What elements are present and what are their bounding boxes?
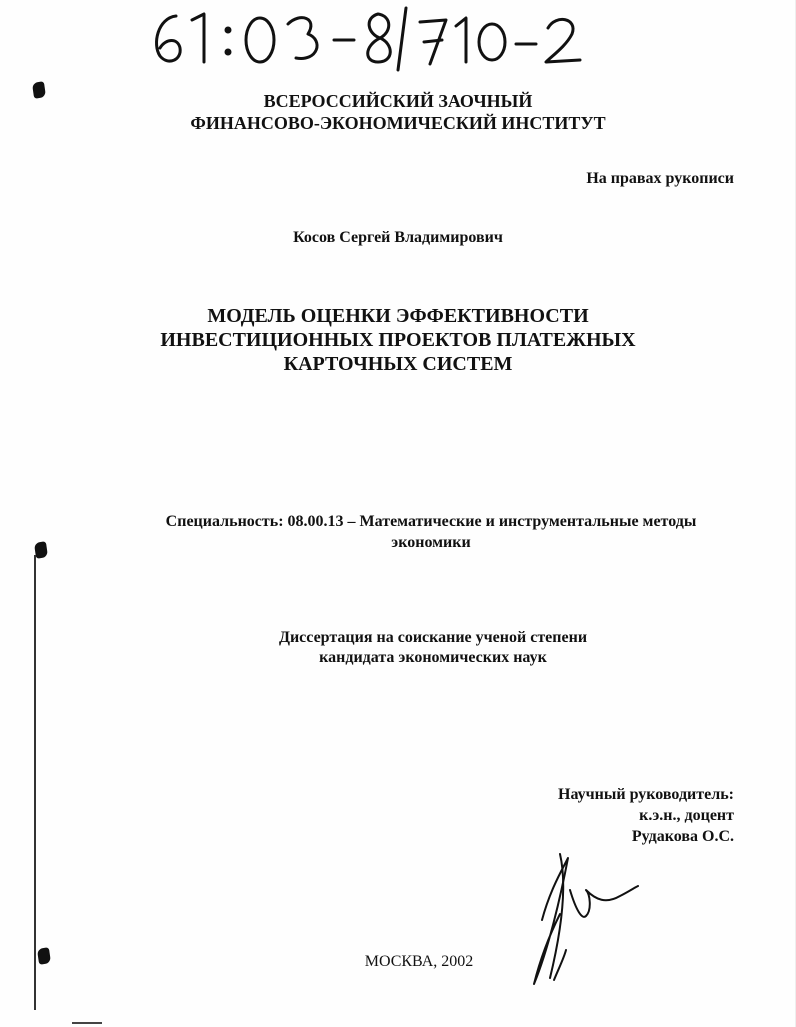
scan-corner-mark: [72, 1022, 102, 1024]
degree-line-1: Диссертация на соискание ученой степени: [278, 629, 588, 646]
manuscript-rights: На правах рукописи: [586, 170, 734, 187]
title-line-3: КАРТОЧНЫХ СИСТЕМ: [283, 353, 513, 375]
scientific-advisor: [558, 784, 734, 847]
punch-hole-mark: [34, 541, 48, 559]
title-line-2: ИНВЕСТИЦИОННЫХ ПРОЕКТОВ ПЛАТЕЖНЫХ: [160, 329, 636, 351]
specialty: [0, 511, 796, 553]
degree-statement: [35, 628, 796, 668]
advisor-degree: к.э.н., доцент: [639, 807, 734, 824]
city-and-year: МОСКВА, 2002: [364, 953, 474, 970]
degree-line-2: кандидата экономических наук: [319, 649, 547, 666]
archive-code-handwritten: [148, 4, 608, 74]
institute-line-1: ВСЕРОССИЙСКИЙ ЗАОЧНЫЙ: [263, 91, 533, 111]
author-name: Косов Сергей Владимирович: [293, 229, 503, 246]
scan-edge-line: [34, 555, 36, 1010]
title-line-1: МОДЕЛЬ ОЦЕНКИ ЭФФЕКТИВНОСТИ: [207, 305, 589, 327]
dissertation-title: [0, 304, 796, 376]
institute-line-2: ФИНАНСОВО-ЭКОНОМИЧЕСКИЙ ИНСТИТУТ: [190, 113, 606, 133]
institute-name: [0, 90, 796, 134]
specialty-line-2: экономики: [391, 534, 471, 551]
advisor-name: Рудакова О.С.: [631, 828, 734, 845]
advisor-label: Научный руководитель:: [558, 786, 734, 803]
specialty-line-1: Специальность: 08.00.13 – Математические и инструментальные методы: [165, 513, 697, 530]
